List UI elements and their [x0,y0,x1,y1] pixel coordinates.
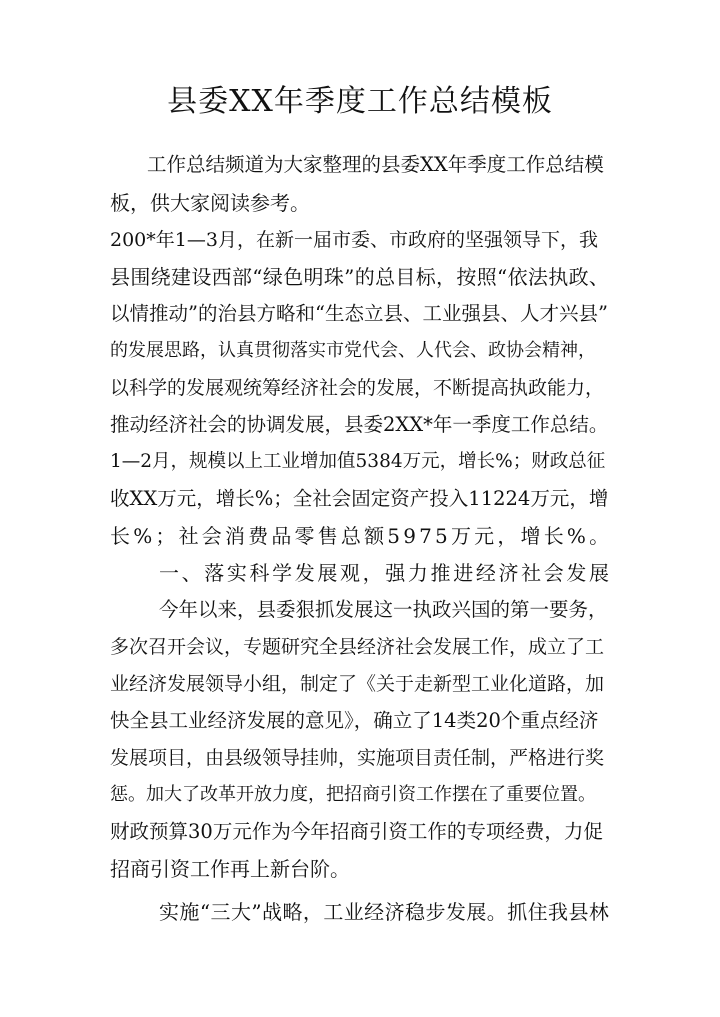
body-line-7: 以科学的发展观统筹经济社会的发展，不断提高执政能力， [110,377,605,399]
section-heading-1: 一、落实科学发展观，强力推进经济社会发展 [159,561,612,585]
body-line-13: 多次召开会议，专题研究全县经济社会发展工作，成立了工 [110,636,605,658]
body-line-9: 1—2月，规模以上工业增加值5384万元，增长%；财政总征 [110,451,606,472]
body-line-18: 财政预算30万元作为今年招商引资工作的专项经费，力促 [110,820,603,843]
body-line-15: 快全县工业经济发展的意见》，确立了14类20个重点经济 [110,709,599,732]
document-title: 县委XX年季度工作总结模板 [167,84,553,119]
body-line-10: 收XX万元，增长%；全社会固定资产投入11224万元，增 [110,487,609,510]
body-line-16: 发展项目，由县级领导挂帅，实施项目责任制，严格进行奖 [110,747,605,769]
body-line-1: 工作总结频道为大家整理的县委XX年季度工作总结模 [147,153,604,176]
body-line-17: 惩。加大了改革开放力度，把招商引资工作摆在了重要位置。 [110,784,596,805]
body-line-4: 县围绕建设西部“绿色明珠”的总目标，按照“依法执政、 [110,265,610,289]
body-line-20: 实施“三大”战略，工业经济稳步发展。抓住我县林 [159,900,610,924]
body-line-2: 板，供大家阅读参考。 [110,191,310,215]
body-line-19: 招商引资工作再上新台阶。 [110,857,350,881]
body-line-11: 长%；社会消费品零售总额5975万元，增长%。 [110,524,613,548]
body-line-3: 200*年1—3月，在新一届市委、市政府的坚强领导下，我 [110,229,598,251]
body-line-14: 业经济发展领导小组，制定了《关于走新型工业化道路，加 [110,673,605,695]
body-line-12: 今年以来，县委狠抓发展这一执政兴国的第一要务， [159,598,608,621]
body-line-8: 推动经济社会的协调发展，县委2XX*年一季度工作总结。 [110,413,609,436]
body-line-6: 的发展思路，认真贯彻落实市党代会、人代会、政协会精神， [110,340,596,361]
body-line-5: 以情推动”的治县方略和“生态立县、工业强县、人才兴县” [110,302,608,325]
